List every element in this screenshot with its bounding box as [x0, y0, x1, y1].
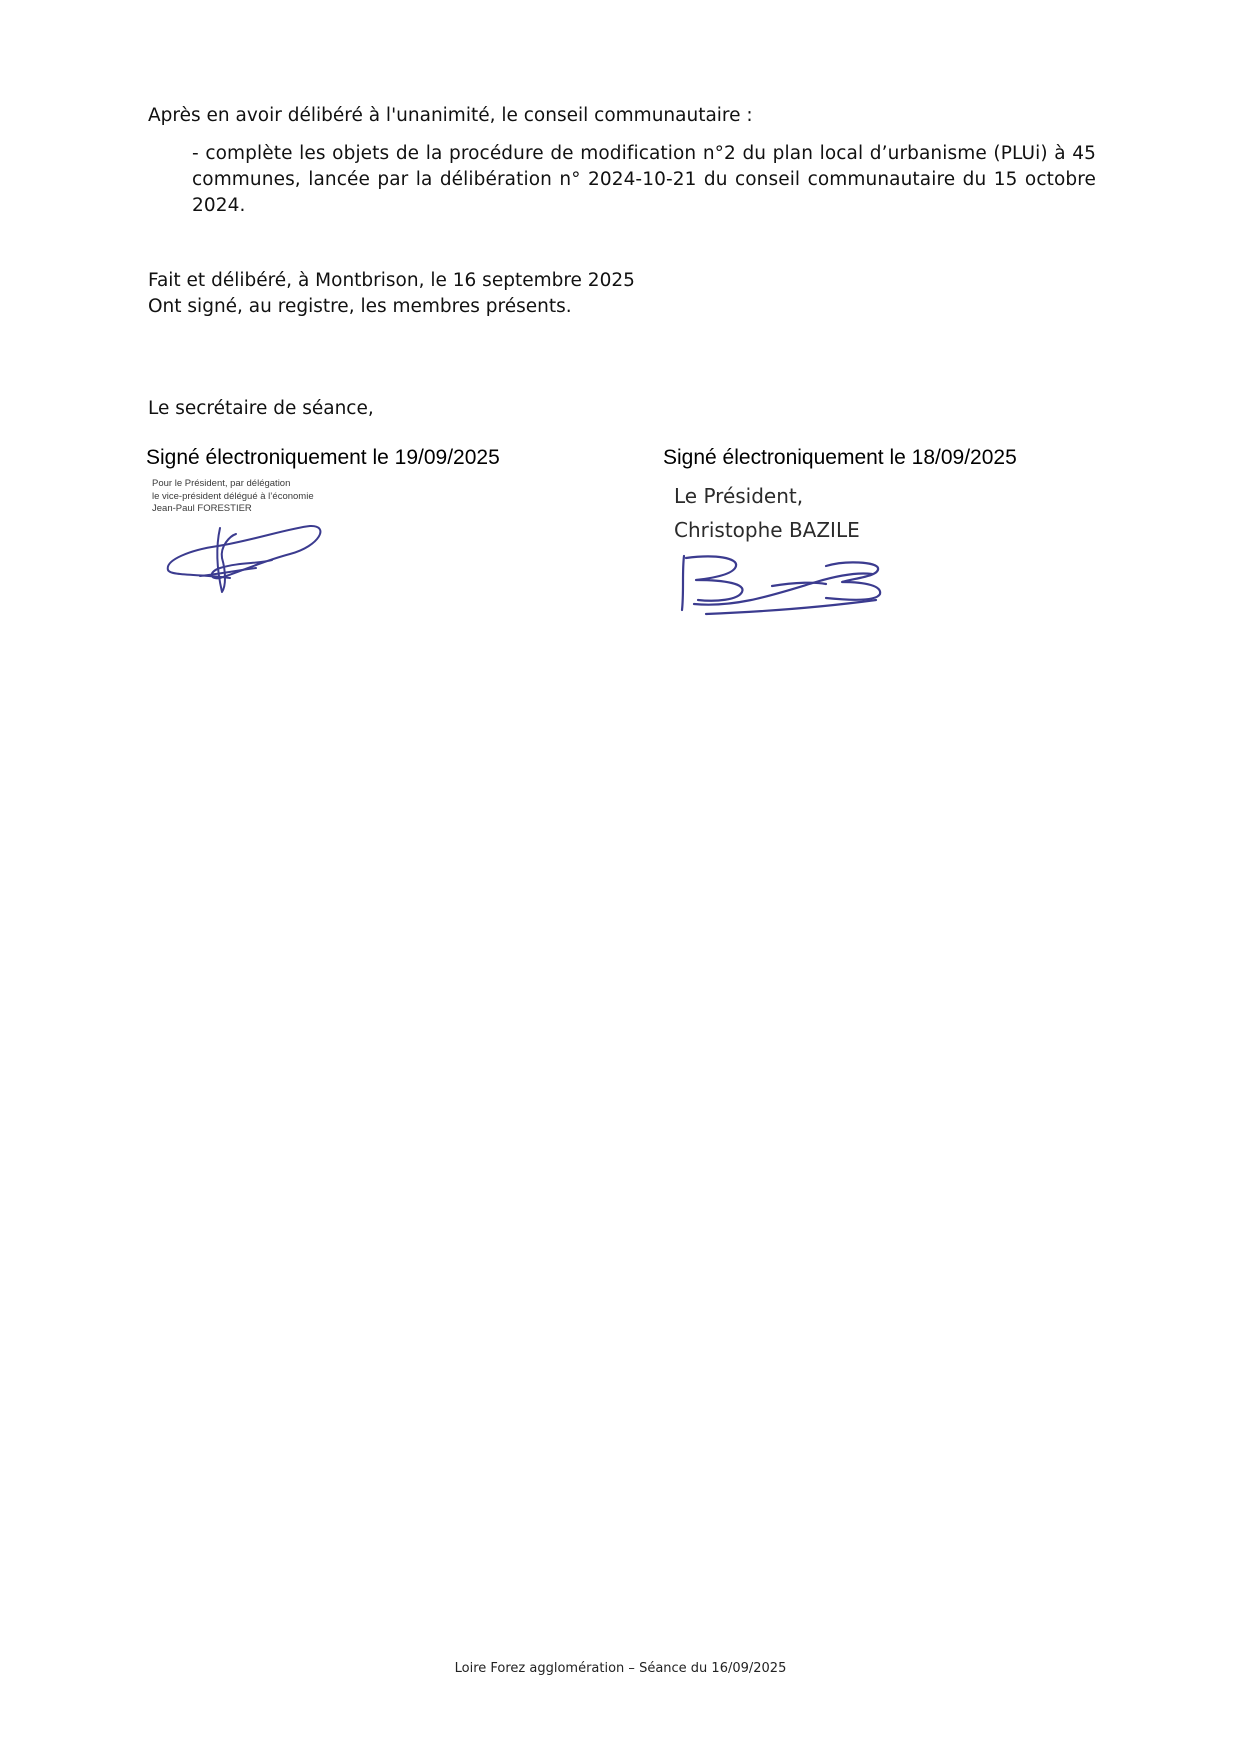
handwritten-signature-right: [676, 552, 886, 618]
closing-fait: Fait et délibéré, à Montbrison, le 16 septembre 2025: [148, 270, 635, 291]
deliberation-item: - complète les objets de la procédure de modification n°2 du plan local d’urbanisme (PLUi) à 45 communes, lancée par la délibération n° 2024-10-21 du conseil communautaire du 15 octobre 2024.: [192, 143, 1096, 216]
handwritten-signature-left: [160, 516, 330, 596]
page-footer: Loire Forez agglomération – Séance du 16/09/2025: [454, 1661, 787, 1676]
delegation-stamp-line3: Jean-Paul FORESTIER: [152, 503, 252, 514]
delegation-stamp-line1: Pour le Président, par délégation: [152, 478, 291, 489]
president-stamp-line2: Christophe BAZILE: [674, 518, 860, 542]
delegation-stamp: [152, 478, 314, 516]
closing-ont-signe: Ont signé, au registre, les membres présents.: [148, 296, 572, 317]
delegation-stamp-line2: le vice-président délégué à l’économie: [152, 490, 314, 502]
deliberation-intro: Après en avoir délibéré à l'unanimité, le conseil communautaire :: [148, 105, 753, 126]
president-stamp-line1: Le Président,: [674, 484, 804, 508]
signed-label-right: Signé électroniquement le 18/09/2025: [663, 446, 1017, 469]
secretaire-label: Le secrétaire de séance,: [148, 398, 374, 419]
signed-label-left: Signé électroniquement le 19/09/2025: [146, 446, 500, 469]
president-stamp: [674, 479, 860, 547]
